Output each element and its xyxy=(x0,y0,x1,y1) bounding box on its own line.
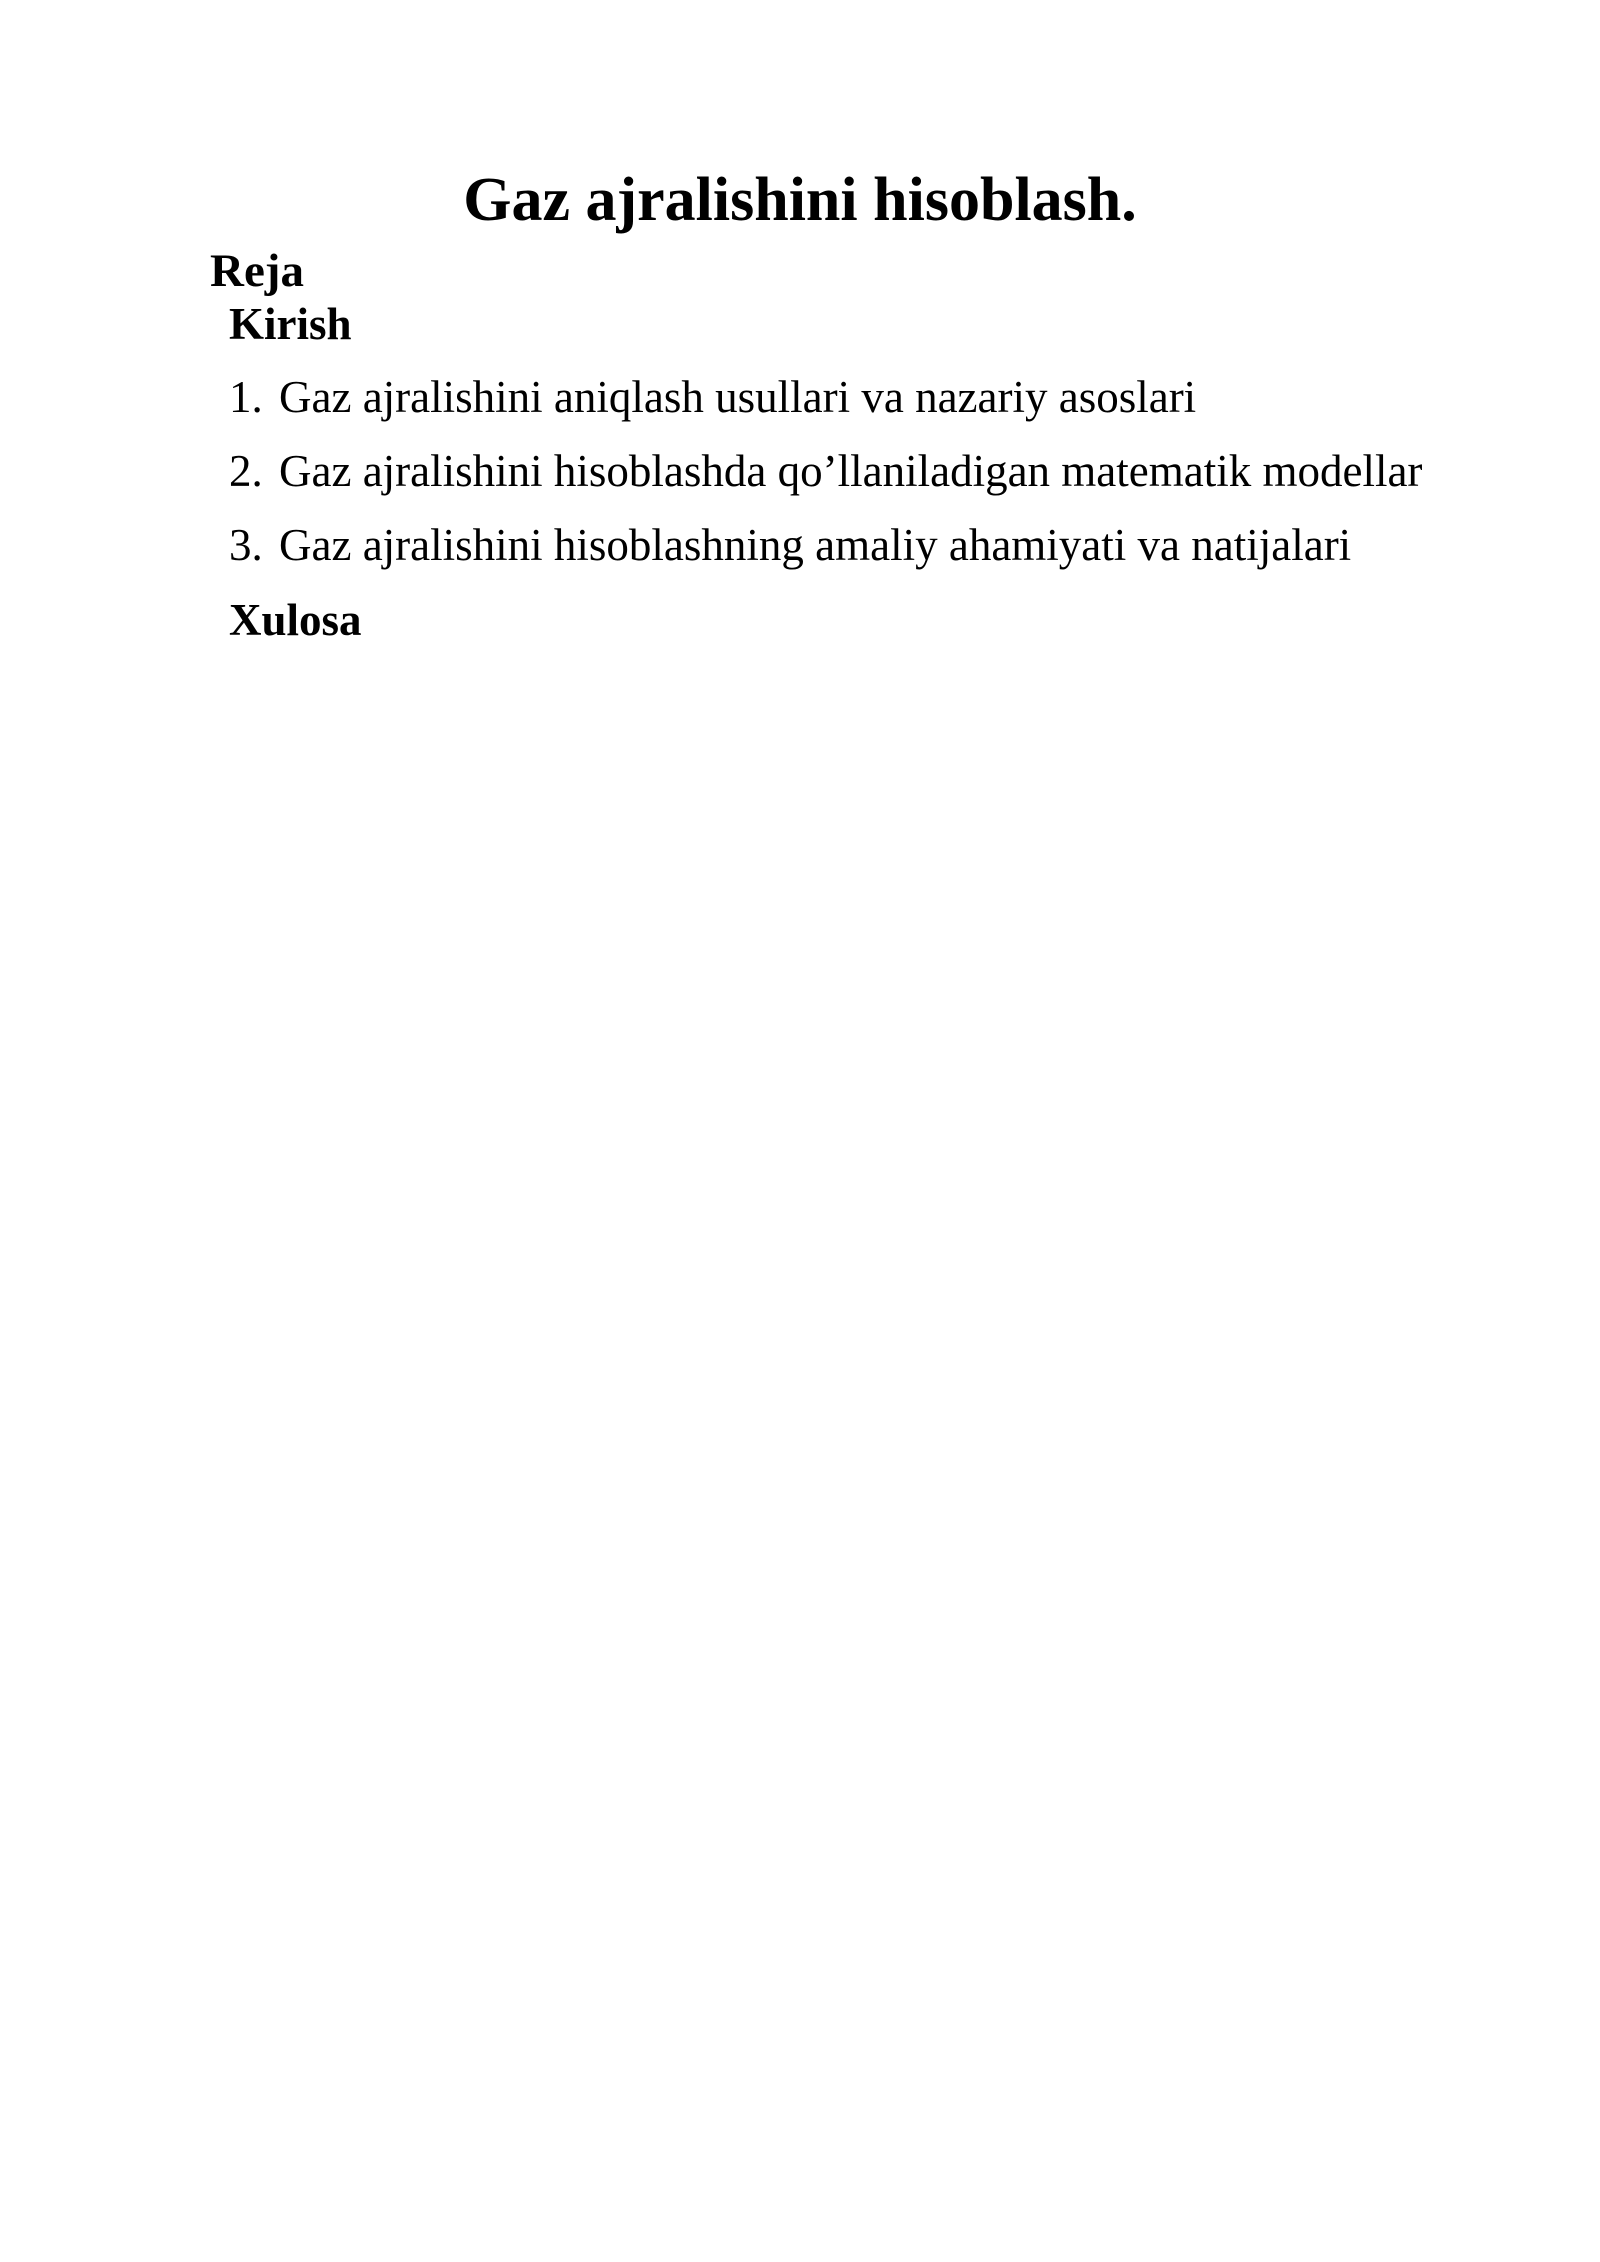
plan-item-conclusion: Xulosa xyxy=(229,595,362,645)
plan-item-intro: Kirish xyxy=(229,299,352,349)
plan-item-text: Gaz ajralishini hisoblashda qo’llaniladigan matematik modellar xyxy=(279,446,1423,496)
plan-list-item xyxy=(229,444,1422,518)
plan-item-number: 1. xyxy=(229,372,263,422)
plan-list-item xyxy=(229,518,1422,592)
plan-item-text: Gaz ajralishini hisoblashning amaliy ahamiyati va natijalari xyxy=(279,520,1352,570)
plan-heading: Reja xyxy=(210,245,304,297)
plan-list xyxy=(229,370,1422,592)
plan-item-number: 2. xyxy=(229,446,263,496)
plan-item-text: Gaz ajralishini aniqlash usullari va nazariy asoslari xyxy=(279,372,1197,422)
plan-item-number: 3. xyxy=(229,520,263,570)
document-title: Gaz ajralishini hisoblash. xyxy=(463,166,1137,234)
plan-list-item xyxy=(229,370,1422,444)
